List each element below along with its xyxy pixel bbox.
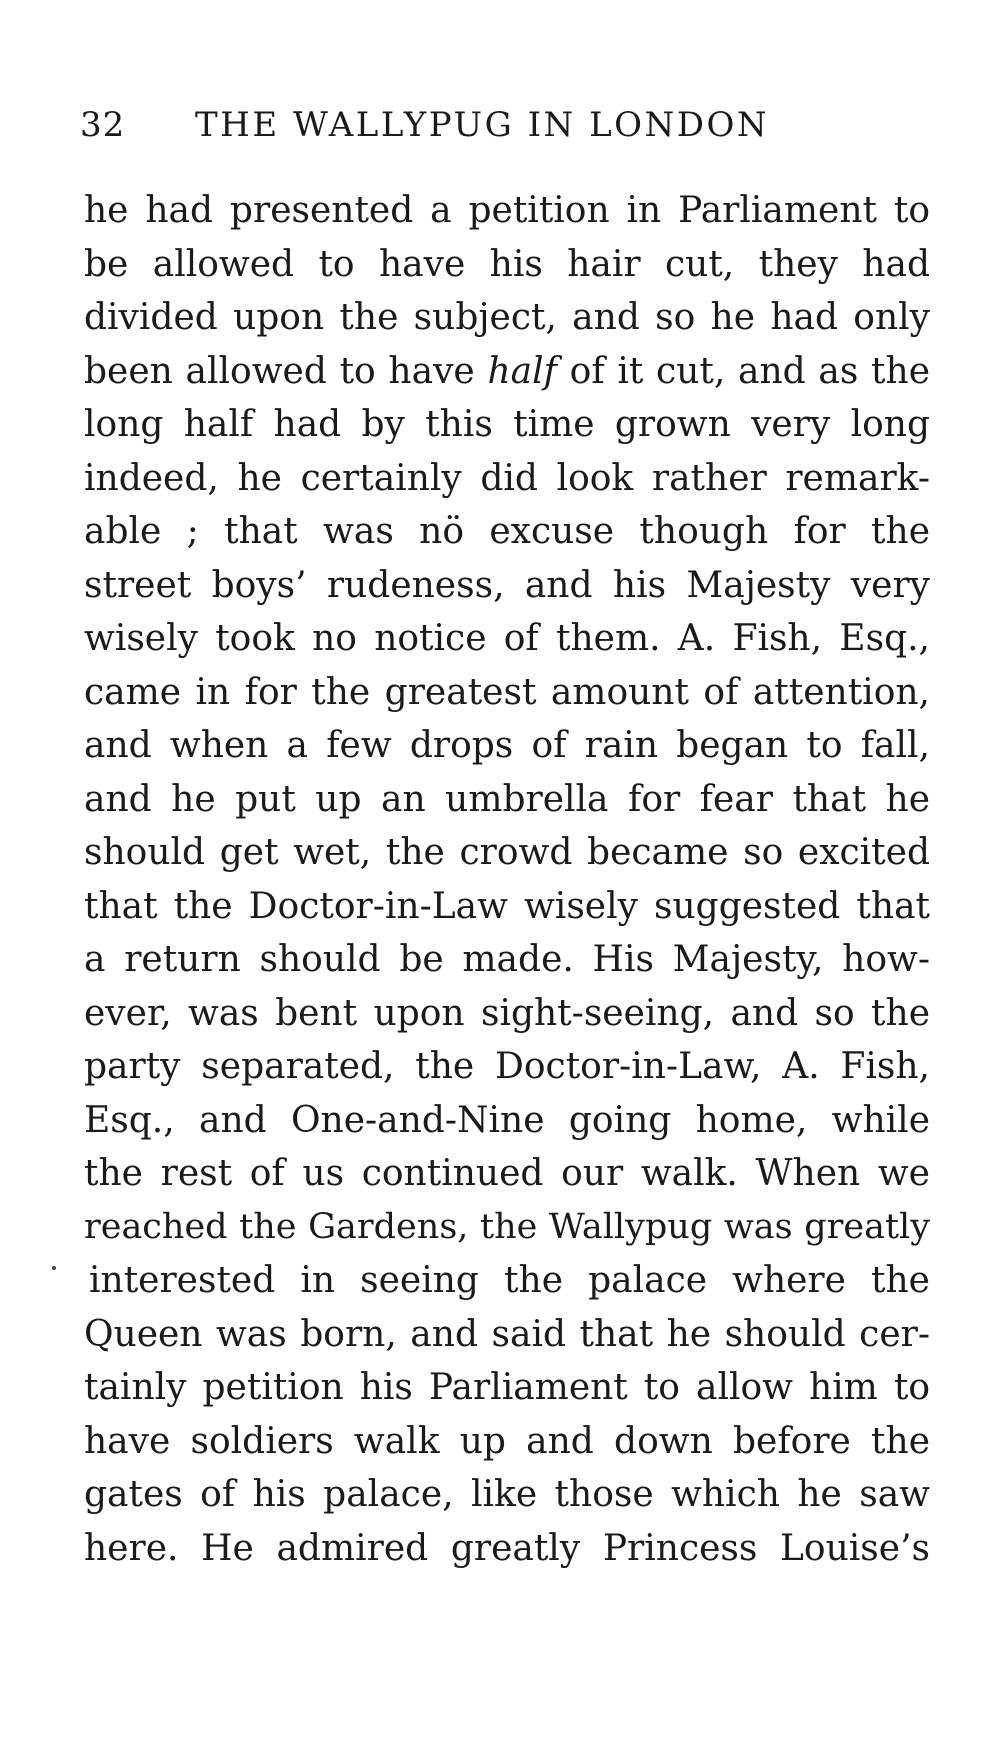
body-text	[84, 184, 930, 1575]
text-line: a return should be made. His Majesty, how-	[84, 939, 930, 980]
text-line: and he put up an umbrella for fear that he	[84, 778, 930, 820]
text-line: reached the Gardens, the Wallypug was greatly	[84, 1206, 930, 1247]
running-title: THE WALLYPUG IN LONDON	[195, 105, 770, 145]
text-line: that the Doctor-in-Law wisely suggested that	[84, 885, 930, 927]
text-line: gates of his palace, like those which he saw	[84, 1474, 930, 1515]
text-line: tainly petition his Parliament to allow him to	[84, 1367, 930, 1408]
text-line: divided upon the subject, and so he had only	[84, 297, 930, 338]
text-line: he had presented a petition in Parliament to	[84, 190, 930, 231]
text-line: able ; that was nö excuse though for the	[84, 511, 930, 552]
text-line: Queen was born, and said that he should cer-	[84, 1313, 930, 1355]
text-line: street boys’ rudeness, and his Majesty very	[84, 564, 930, 606]
text-line: came in for the greatest amount of attention,	[84, 671, 930, 713]
text-run: of it cut, and as the	[556, 350, 931, 392]
text-line	[84, 345, 930, 399]
text-line: long half had by this time grown very long	[84, 404, 930, 445]
text-line: the rest of us continued our walk. When we	[84, 1153, 930, 1194]
page-number: 32	[80, 105, 126, 145]
text-line: party separated, the Doctor-in-Law, A. Fish,	[84, 1046, 930, 1087]
text-run: been allowed to have	[84, 350, 488, 392]
text-line: should get wet, the crowd became so excited	[84, 832, 930, 873]
italic-word: half	[487, 350, 557, 392]
text-line: here. He admired greatly Princess Louise’s	[84, 1527, 930, 1569]
text-line: Esq., and One-and-Nine going home, while	[84, 1099, 930, 1141]
running-head	[80, 100, 940, 150]
text-line: wisely took no notice of them. A. Fish, Esq.,	[84, 618, 930, 659]
text-line: interested in seeing the palace where the	[89, 1260, 930, 1301]
text-line: and when a few drops of rain began to fall,	[84, 725, 930, 766]
text-line: have soldiers walk up and down before the	[84, 1420, 930, 1462]
stray-ink-dot	[52, 1266, 56, 1270]
text-line: be allowed to have his hair cut, they had	[84, 243, 930, 285]
text-line: ever, was bent upon sight-seeing, and so the	[84, 992, 930, 1034]
text-line: indeed, he certainly did look rather remark-	[84, 457, 930, 499]
